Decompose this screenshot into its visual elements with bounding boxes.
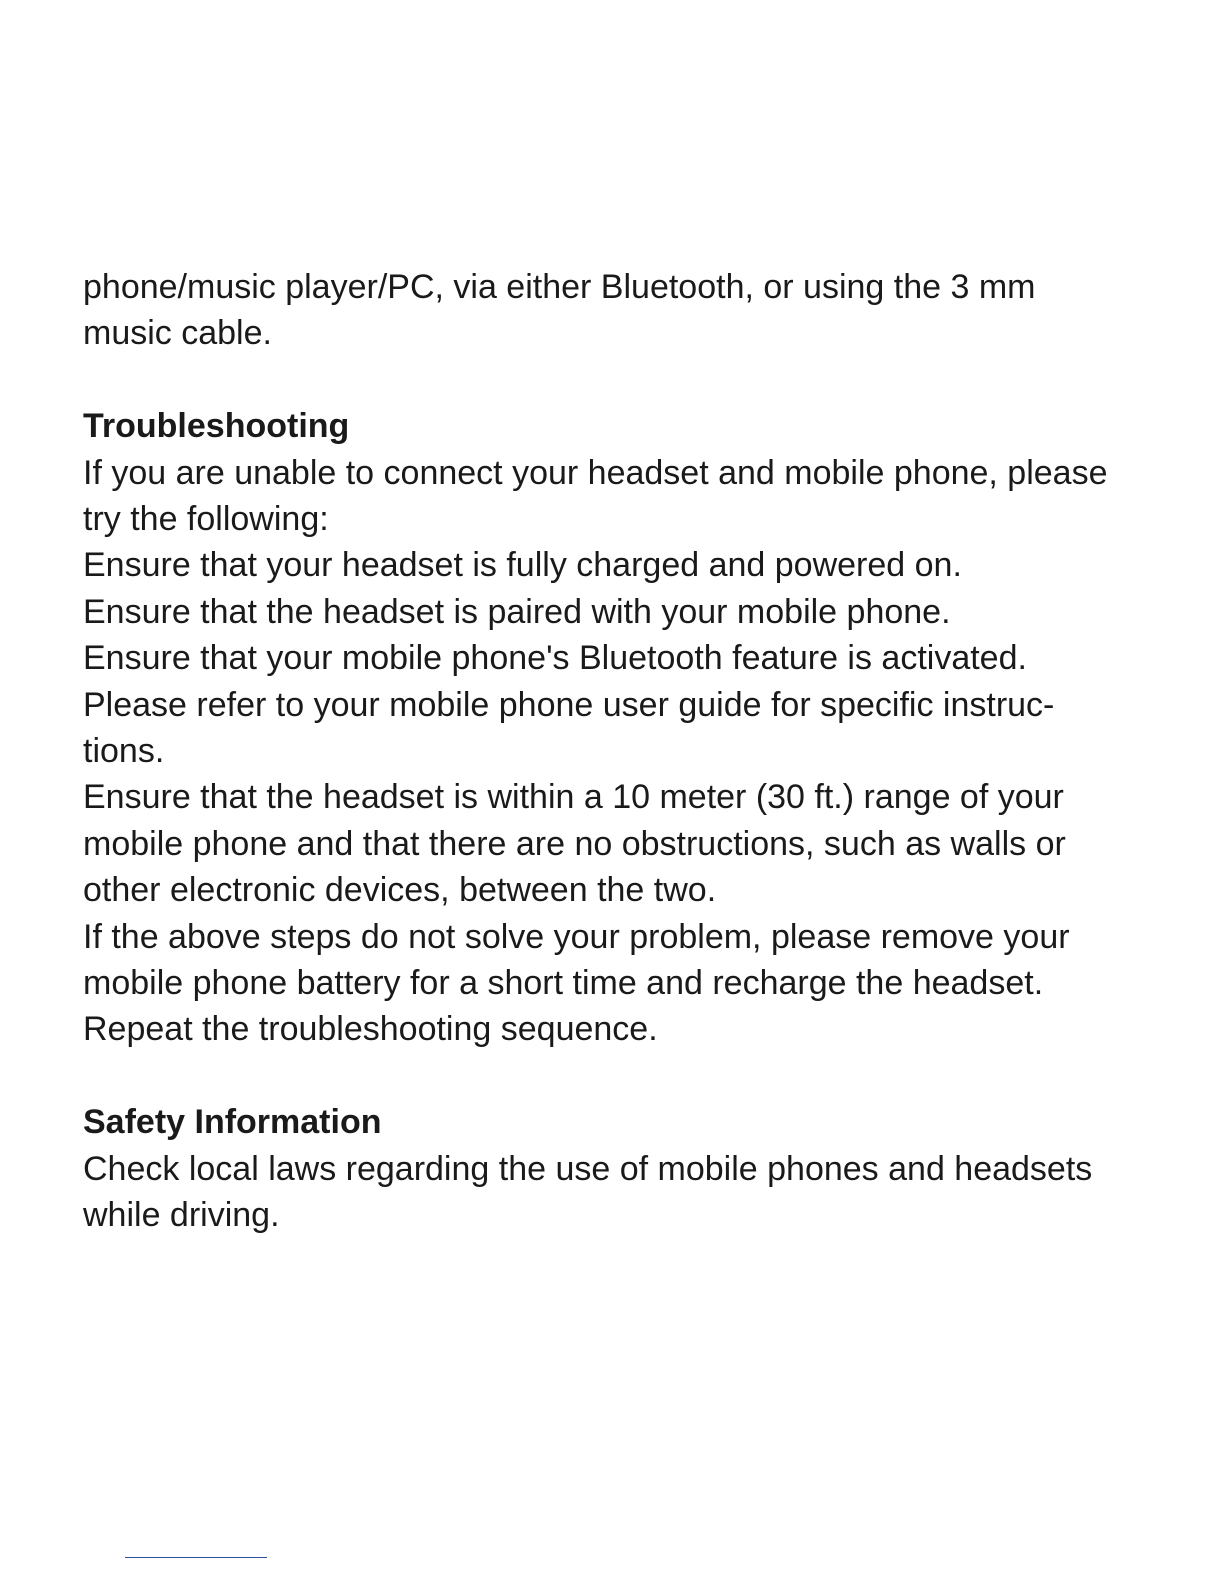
troubleshooting-line: tions. — [83, 732, 165, 771]
troubleshooting-line: Ensure that the headset is within a 10 meter (30 ft.) range of your — [83, 778, 1064, 817]
troubleshooting-line: Please refer to your mobile phone user guide for specific instruc- — [83, 685, 1055, 724]
paragraph-gap — [83, 357, 1143, 403]
troubleshooting-line: mobile phone and that there are no obstructions, such as walls or — [83, 824, 1066, 863]
paragraph-gap — [83, 1053, 1143, 1099]
intro-line: phone/music player/PC, via either Bluetooth, or using the 3 mm — [83, 268, 1036, 306]
troubleshooting-line: If you are unable to connect your headset and mobile phone, please — [83, 453, 1108, 492]
safety-heading: Safety Information — [83, 1103, 382, 1142]
troubleshooting-line: If the above steps do not solve your problem, please remove your — [83, 917, 1070, 956]
troubleshooting-line: other electronic devices, between the two. — [83, 871, 717, 910]
troubleshooting-heading: Troubleshooting — [83, 407, 350, 446]
troubleshooting-line: Ensure that your mobile phone's Bluetooth feature is activated. — [83, 639, 1027, 678]
troubleshooting-line: Repeat the troubleshooting sequence. — [83, 1010, 658, 1049]
troubleshooting-line: try the following: — [83, 500, 329, 539]
troubleshooting-line: mobile phone battery for a short time and recharge the headset. — [83, 964, 1044, 1003]
document-page — [83, 264, 1143, 1239]
footer-divider — [125, 1557, 267, 1558]
safety-line: while driving. — [83, 1196, 280, 1235]
intro-line: music cable. — [83, 314, 272, 353]
safety-line: Check local laws regarding the use of mobile phones and headsets — [83, 1149, 1093, 1188]
troubleshooting-line: Ensure that your headset is fully charged and powered on. — [83, 546, 962, 585]
troubleshooting-line: Ensure that the headset is paired with your mobile phone. — [83, 592, 951, 631]
